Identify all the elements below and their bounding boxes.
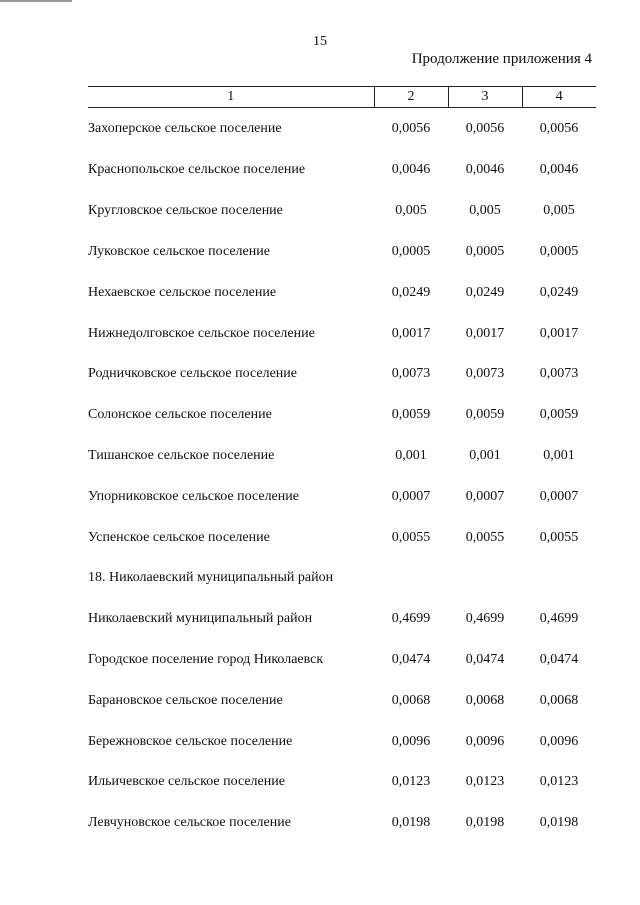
settlement-name-cell: Барановское сельское поселение bbox=[88, 692, 283, 708]
column-header-1: 1 bbox=[88, 87, 374, 108]
settlement-name-cell: Ильичевское сельское поселение bbox=[88, 774, 285, 790]
table-row bbox=[88, 680, 596, 721]
value-col2-cell: 0,0198 bbox=[391, 815, 431, 831]
value-col3-cell: 0,001 bbox=[469, 447, 501, 463]
value-col4-cell bbox=[522, 558, 596, 599]
value-col2-cell: 0,0007 bbox=[391, 488, 431, 504]
value-col3-cell bbox=[448, 558, 522, 599]
table-row bbox=[88, 517, 596, 558]
table-row bbox=[88, 395, 596, 436]
table-row bbox=[88, 232, 596, 273]
value-col4-cell: 0,001 bbox=[543, 447, 575, 463]
value-col3-cell: 0,0068 bbox=[465, 692, 505, 708]
settlement-name-cell: Левчуновское сельское поселение bbox=[88, 815, 291, 831]
table-row bbox=[88, 803, 596, 844]
table-row bbox=[88, 558, 596, 599]
value-col2-cell: 0,0055 bbox=[391, 529, 431, 545]
table-row bbox=[88, 108, 596, 151]
table-row bbox=[88, 272, 596, 313]
value-col4-cell: 0,0474 bbox=[539, 651, 579, 667]
value-col3-cell: 0,0017 bbox=[465, 325, 505, 341]
continuation-caption: Продолжение приложения 4 bbox=[411, 51, 592, 67]
value-col2-cell bbox=[374, 558, 448, 599]
value-col3-cell: 0,0056 bbox=[465, 121, 505, 136]
value-col4-cell: 0,0249 bbox=[539, 284, 579, 300]
value-col3-cell: 0,0474 bbox=[465, 651, 505, 667]
value-col3-cell: 0,0007 bbox=[465, 488, 505, 504]
column-header-2: 2 bbox=[374, 87, 448, 108]
table-row bbox=[88, 150, 596, 191]
value-col2-cell: 0,0056 bbox=[391, 121, 431, 136]
table-row bbox=[88, 762, 596, 803]
table-row bbox=[88, 313, 596, 354]
table-row bbox=[88, 436, 596, 477]
value-col4-cell: 0,0046 bbox=[539, 162, 579, 178]
settlement-name-cell: Родничковское сельское поселение bbox=[88, 366, 297, 382]
value-col2-cell: 0,0096 bbox=[391, 733, 431, 749]
settlement-name-cell: Солонское сельское поселение bbox=[88, 407, 272, 423]
value-col2-cell: 0,0017 bbox=[391, 325, 431, 341]
value-col4-cell: 0,0055 bbox=[539, 529, 579, 545]
value-col2-cell: 0,0068 bbox=[391, 692, 431, 708]
table-row bbox=[88, 599, 596, 640]
value-col2-cell: 0,001 bbox=[395, 447, 427, 463]
value-col2-cell: 0,0123 bbox=[391, 774, 431, 790]
value-col4-cell: 0,0007 bbox=[539, 488, 579, 504]
value-col4-cell: 0,0198 bbox=[539, 815, 579, 831]
value-col2-cell: 0,0059 bbox=[391, 407, 431, 423]
value-col2-cell: 0,4699 bbox=[391, 611, 431, 627]
settlement-name-cell: Николаевский муниципальный район bbox=[88, 611, 313, 627]
value-col3-cell: 0,4699 bbox=[465, 611, 505, 627]
value-col2-cell: 0,0073 bbox=[391, 366, 431, 382]
value-col3-cell: 0,0096 bbox=[465, 733, 505, 749]
settlement-name-cell: Краснопольское сельское поселение bbox=[88, 162, 306, 178]
settlement-name-cell: Кругловское сельское поселение bbox=[88, 203, 283, 219]
appendix-table bbox=[88, 86, 596, 844]
scan-edge-mark bbox=[0, 0, 72, 2]
table-row bbox=[88, 191, 596, 232]
settlement-name-cell: Луковское сельское поселение bbox=[88, 243, 270, 259]
value-col2-cell: 0,0005 bbox=[391, 243, 431, 259]
settlement-name-cell: Захоперское сельское поселение bbox=[88, 121, 282, 136]
value-col4-cell: 0,0073 bbox=[539, 366, 579, 382]
table-row bbox=[88, 476, 596, 517]
header-row bbox=[88, 87, 596, 108]
settlement-name-cell: Упорниковское сельское поселение bbox=[88, 488, 299, 504]
value-col3-cell: 0,0198 bbox=[465, 815, 505, 831]
value-col4-cell: 0,0056 bbox=[539, 121, 579, 136]
value-col4-cell: 0,0068 bbox=[539, 692, 579, 708]
settlement-name-cell: Успенское сельское поселение bbox=[88, 529, 270, 545]
value-col4-cell: 0,0123 bbox=[539, 774, 579, 790]
column-header-4: 4 bbox=[522, 87, 596, 108]
value-col4-cell: 0,0096 bbox=[539, 733, 579, 749]
value-col3-cell: 0,0059 bbox=[465, 407, 505, 423]
value-col3-cell: 0,0046 bbox=[465, 162, 505, 178]
table-row bbox=[88, 721, 596, 762]
table-body bbox=[88, 108, 596, 844]
value-col4-cell: 0,0059 bbox=[539, 407, 579, 423]
value-col3-cell: 0,005 bbox=[469, 203, 501, 219]
column-header-3: 3 bbox=[448, 87, 522, 108]
value-col2-cell: 0,005 bbox=[395, 203, 427, 219]
settlement-name-cell: Тишанское сельское поселение bbox=[88, 447, 275, 463]
value-col3-cell: 0,0249 bbox=[465, 284, 505, 300]
page-number: 15 bbox=[313, 34, 327, 49]
value-col2-cell: 0,0249 bbox=[391, 284, 431, 300]
value-col4-cell: 0,0017 bbox=[539, 325, 579, 341]
value-col3-cell: 0,0005 bbox=[465, 243, 505, 259]
value-col4-cell: 0,0005 bbox=[539, 243, 579, 259]
settlement-name-cell: Нижнедолговское сельское поселение bbox=[88, 325, 315, 341]
table-row bbox=[88, 354, 596, 395]
settlement-name-cell: Городское поселение город Николаевск bbox=[88, 651, 324, 667]
value-col2-cell: 0,0474 bbox=[391, 651, 431, 667]
value-col3-cell: 0,0055 bbox=[465, 529, 505, 545]
settlement-name-cell: Бережновское сельское поселение bbox=[88, 733, 293, 749]
settlement-name-cell: 18. Николаевский муниципальный район bbox=[88, 570, 334, 586]
table-row bbox=[88, 640, 596, 681]
value-col2-cell: 0,0046 bbox=[391, 162, 431, 178]
value-col4-cell: 0,005 bbox=[543, 203, 575, 219]
settlement-name-cell: Нехаевское сельское поселение bbox=[88, 284, 277, 300]
value-col3-cell: 0,0073 bbox=[465, 366, 505, 382]
value-col3-cell: 0,0123 bbox=[465, 774, 505, 790]
value-col4-cell: 0,4699 bbox=[539, 611, 579, 627]
